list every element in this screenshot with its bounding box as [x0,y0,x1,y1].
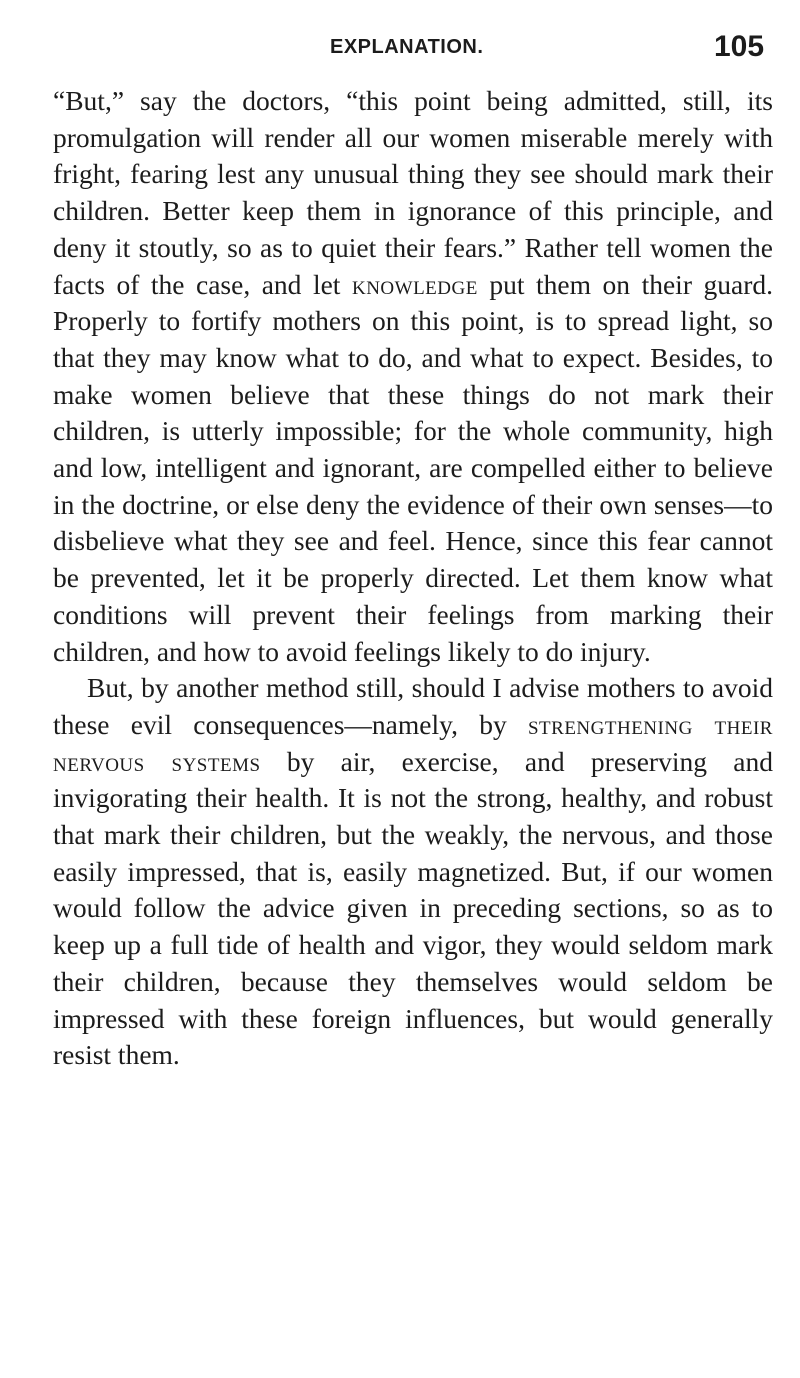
body-text [53,83,773,1074]
paragraph-text: But, by another method still, should I advise mothers to avoid these evil consequences—namely, by [53,672,773,740]
paragraph-1 [53,83,773,670]
running-head [0,30,800,76]
paragraph-text: put them on their guard. Properly to fortify mothers on this point, is to spread light, so that they may know what to do, and what to expect. Besides, to make women believe that these things do not mark their children, is utterly impossible; for the whole community, high and low, intelligent and ignorant, are compelled either to believe in the doctrine, or else deny the evidence of their own senses—to disbelieve what they see and feel. Hence, since this fear cannot be prevented, let it be properly directed. Let them know what conditions will prevent their feelings from marking their children, and how to avoid feelings likely to do injury. [53,268,773,667]
small-caps-emphasis: strengthening their nervous systems [53,708,773,777]
running-title: EXPLANATION. [330,36,484,58]
paragraph-text: by air, exercise, and preserving and invigorating their health. It is not the strong, healthy, and robust that mark their children, but the weakly, the nervous, and those easily impressed, that is, easily magnetized. But, if our women would follow the advice given in preceding sections, so as to keep up a full tide of health and vigor, they would seldom mark their children, because they themselves would seldom be impressed with these foreign influences, but would generally resist them. [53,745,773,1071]
paragraph-text: “But,” say the doctors, “this point being admitted, still, its promulgation will render all our women miserable merely with fright, fearing lest any unusual thing they see should mark their children. Better keep them in ignorance of this principle, and deny it stoutly, so as to quiet their fears.” Rather tell women the facts of the case, and let [53,85,773,300]
small-caps-emphasis: knowledge [351,268,478,300]
page-number: 105 [714,30,765,63]
paragraph-2 [53,670,773,1074]
